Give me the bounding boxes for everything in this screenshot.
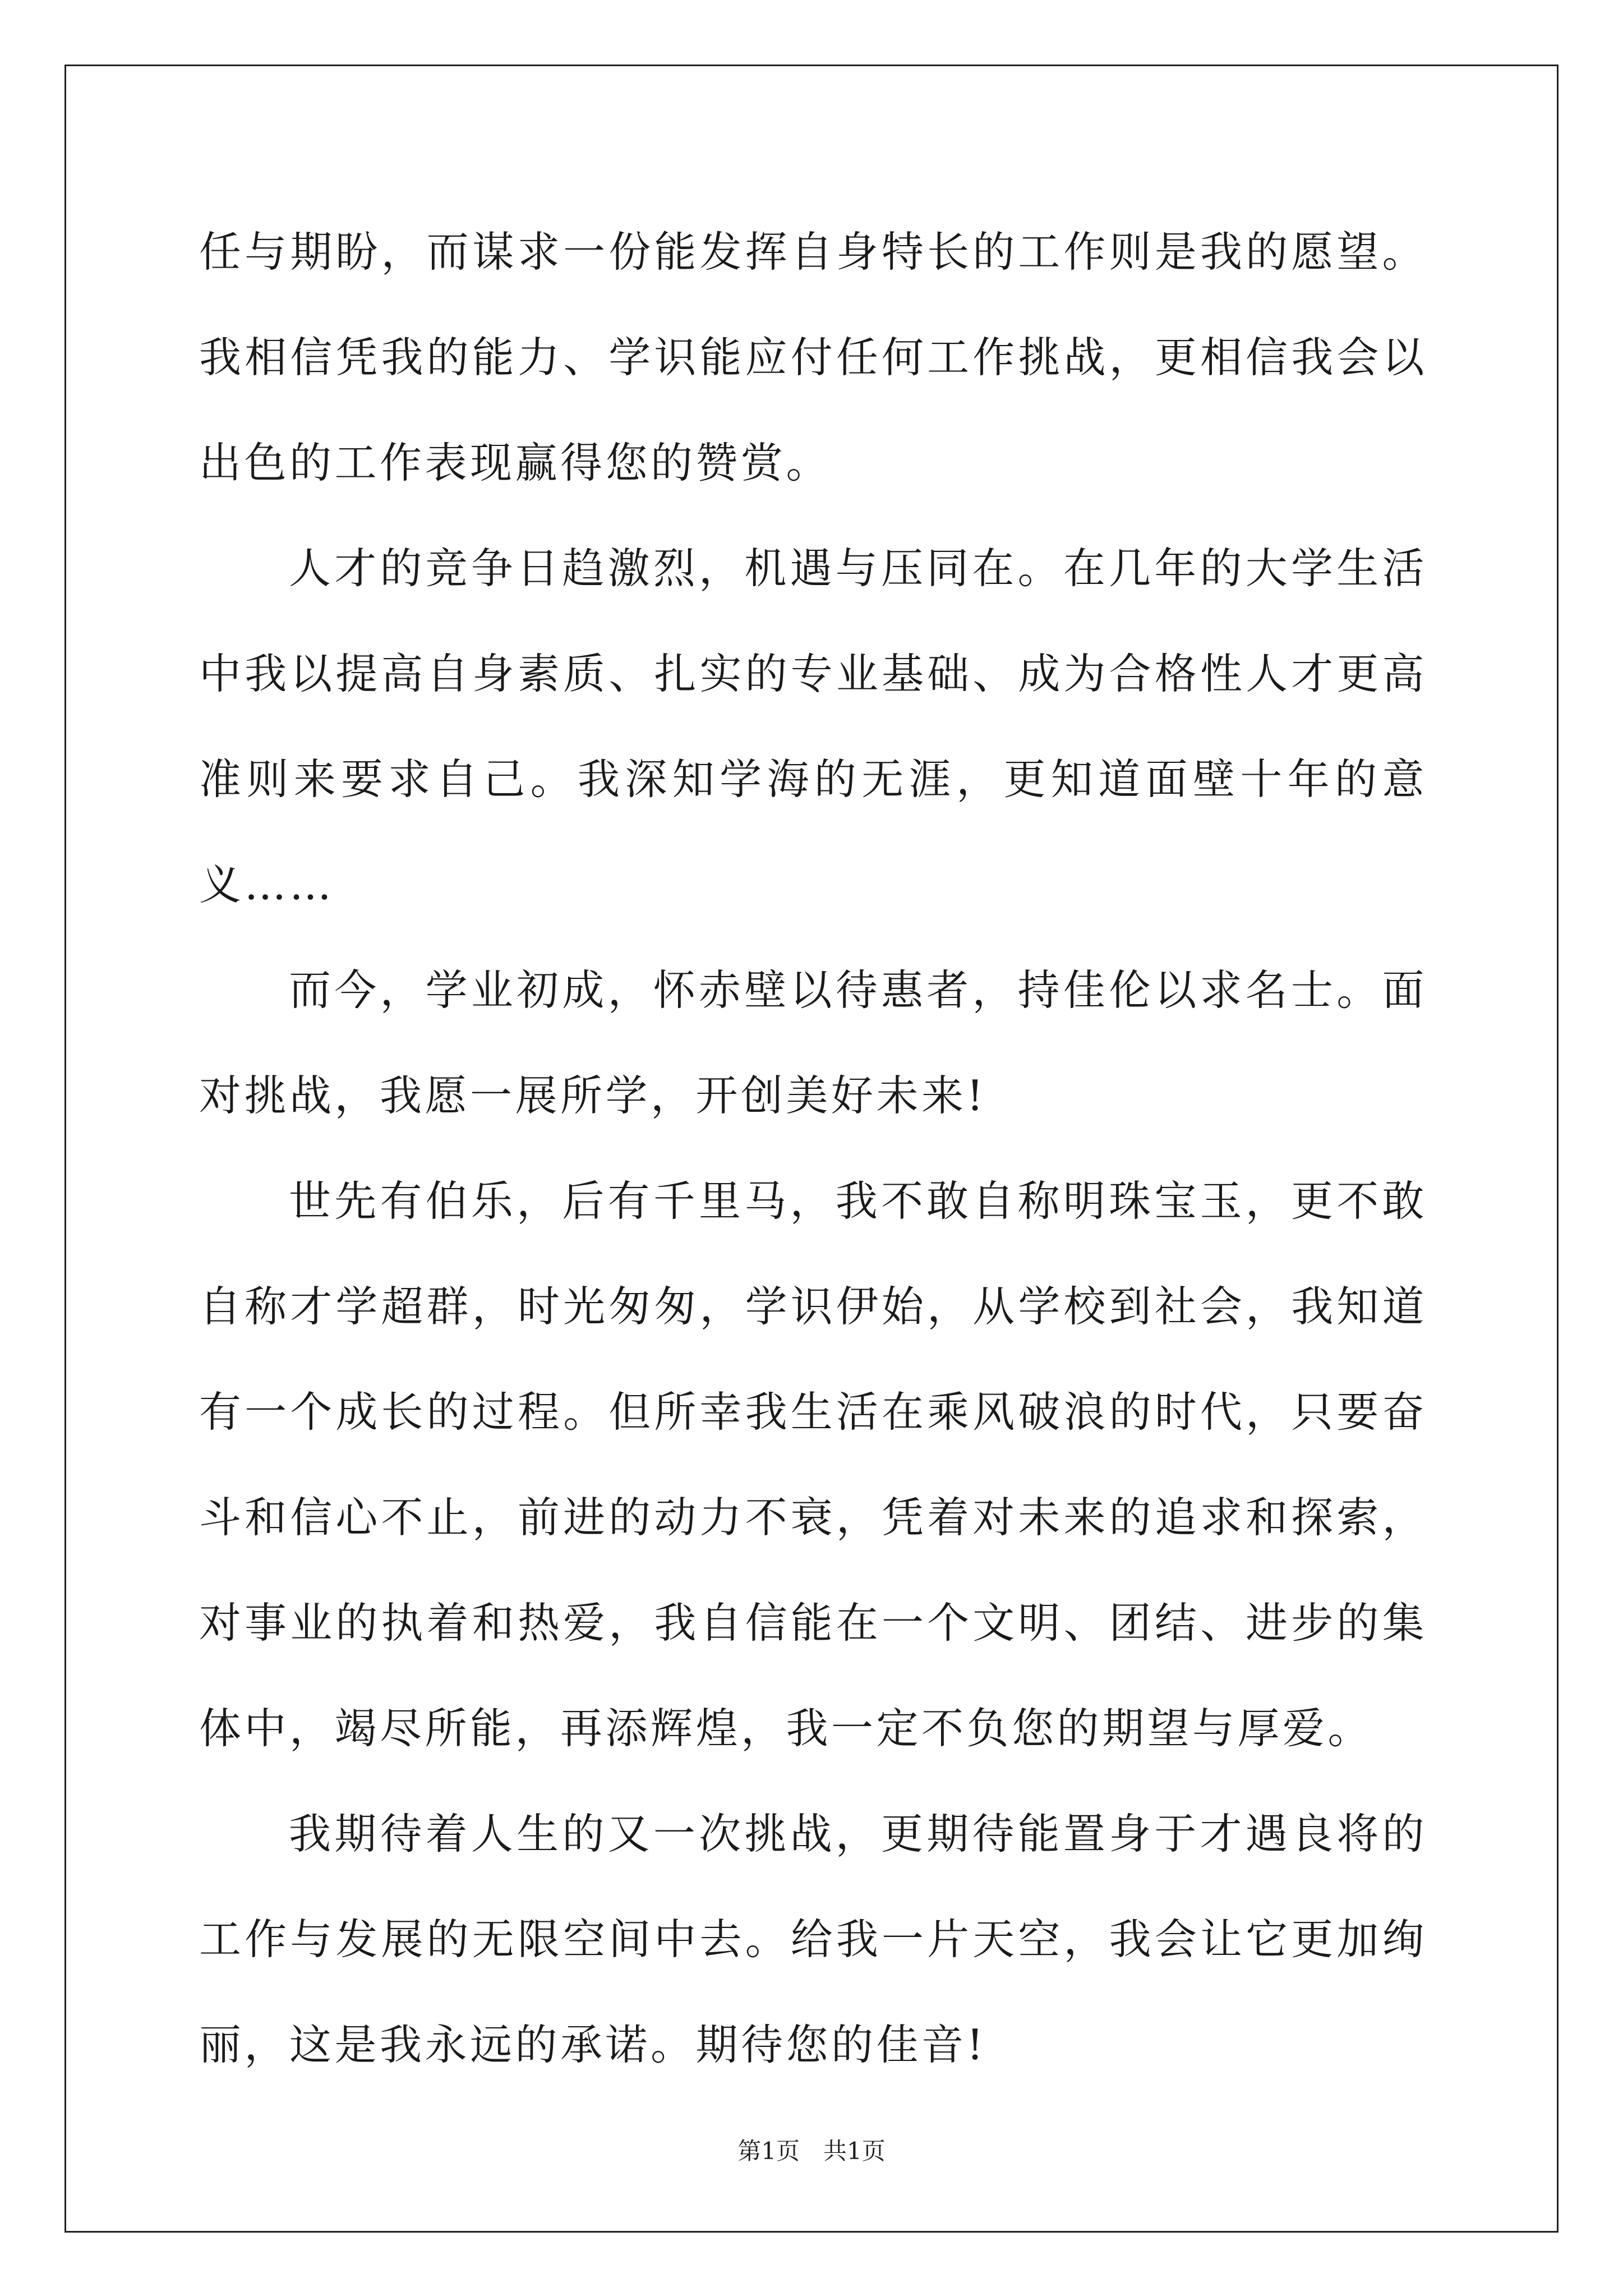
paragraph-1: 任与期盼，而谋求一份能发挥自身特长的工作则是我的愿望。我相信凭我的能力、学识能应付任何工作挑战，更相信我会以出色的工作表现赢得您的赞赏。 — [199, 227, 1427, 487]
paragraph-3: 而今，学业初成，怀赤壁以待惠者，持佳伦以求名士。面对挑战，我愿一展所学，开创美好未来! — [199, 965, 1427, 1120]
paragraph-5: 我期待着人生的又一次挑战，更期待能置身于才遇良将的工作与发展的无限空间中去。给我一片天空，我会让它更加绚丽，这是我永远的承诺。期待您的佳音! — [199, 1809, 1427, 2069]
paragraph-4: 世先有伯乐，后有千里马，我不敢自称明珠宝玉，更不敢自称才学超群，时光匆匆，学识伊始，从学校到社会，我知道有一个成长的过程。但所幸我生活在乘风破浪的时代，只要奋斗和信心不止，前进的动力不衰，凭着对未来的追求和探索，对事业的执着和热爱，我自信能在一个文明、团结、进步的集体中，竭尽所能，再添辉煌，我一定不负您的期望与厚爱。 — [199, 1176, 1427, 1753]
page-number: 第1页 共1页 — [737, 2137, 886, 2165]
paragraph-2: 人才的竞争日趋激烈，机遇与压同在。在几年的大学生活中我以提高自身素质、扎实的专业基础、成为合格性人才更高准则来要求自己。我深知学海的无涯，更知道面壁十年的意义…… — [199, 544, 1427, 909]
document-body — [199, 199, 1427, 2097]
